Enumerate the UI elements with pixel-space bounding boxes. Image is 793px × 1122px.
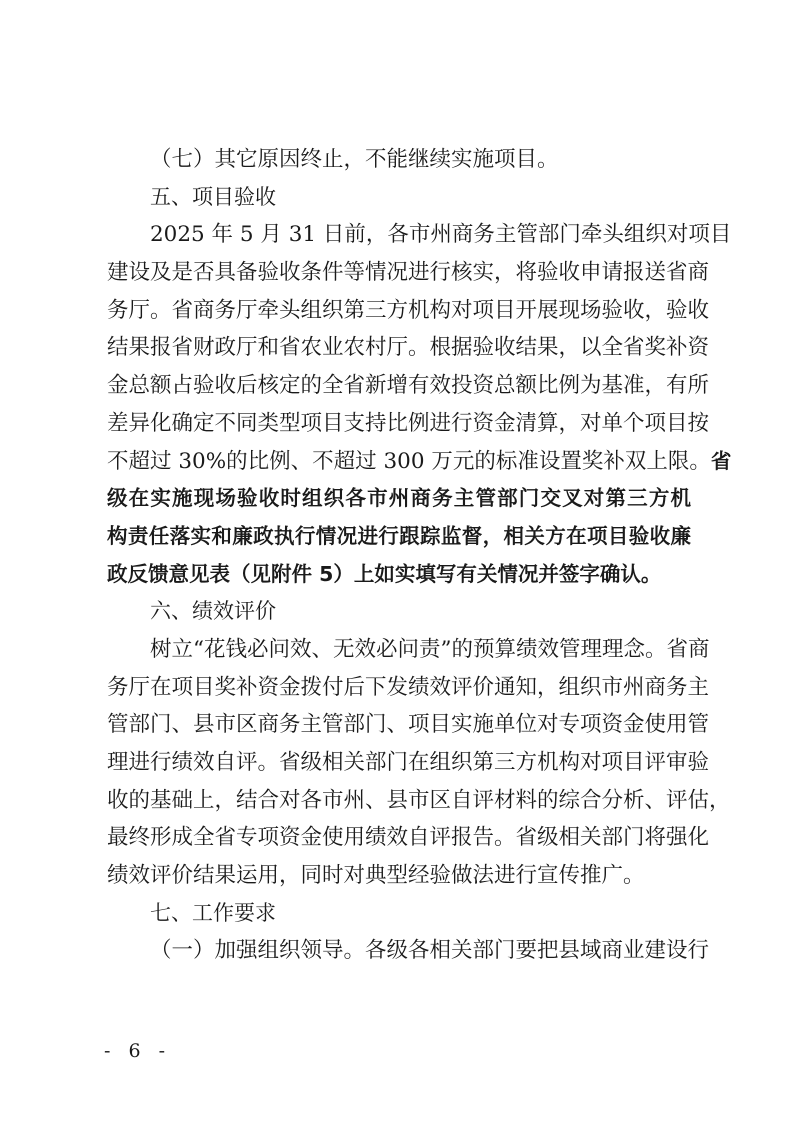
text-line: 金总额占验收后核定的全省新增有效投资总额比例为基准，有所: [107, 373, 710, 399]
document-page: [107, 141, 732, 970]
text-line-item-7: （七）其它原因终止，不能继续实施项目。: [150, 147, 559, 172]
text-line: 管部门、县市区商务主管部门、项目实施单位对专项资金使用管: [107, 712, 710, 738]
bold-text-span: 省: [710, 448, 732, 473]
text-line: 结果报省财政厅和省农业农村厅。根据验收结果，以全省奖补资: [107, 335, 710, 361]
page-number: - 6 -: [104, 1040, 172, 1062]
text-line: 绩效评价结果运用，同时对典型经验做法进行宣传推广。: [107, 863, 645, 889]
bold-text-line: 级在实施现场验收时组织各市州商务主管部门交叉对第三方机: [107, 486, 691, 511]
text-line: 务厅。省商务厅牵头组织第三方机构对项目开展现场验收，验收: [107, 297, 710, 323]
section-heading-performance: 六、绩效评价: [150, 599, 276, 624]
section-heading-requirements: 七、工作要求: [150, 900, 276, 925]
text-line: 树立“花钱必问效、无效必问责”的预算绩效管理理念。省商: [150, 636, 710, 662]
bold-text-line: 政反馈意见表（见附件 5）上如实填写有关情况并签字确认。: [107, 561, 662, 586]
text-line: 差异化确定不同类型项目支持比例进行资金清算，对单个项目按: [107, 410, 710, 436]
text-line-mixed: [107, 443, 732, 481]
text-line: 收的基础上，结合对各市州、县市区自评材料的综合分析、评估，: [107, 787, 731, 813]
text-span: 不超过 30%的比例、不超过 300 万元的标准设置奖补双上限。: [107, 448, 711, 474]
text-line: （一）加强组织领导。各级各相关部门要把县域商业建设行: [150, 938, 710, 964]
text-line: 建设及是否具备验收条件等情况进行核实，将验收申请报送省商: [107, 260, 710, 286]
section-heading-acceptance: 五、项目验收: [150, 184, 276, 209]
text-line: 最终形成全省专项资金使用绩效自评报告。省级相关部门将强化: [107, 825, 710, 851]
text-line: 理进行绩效自评。省级相关部门在组织第三方机构对项目评审验: [107, 750, 710, 775]
text-line: 2025 年 5 月 31 日前，各市州商务主管部门牵头组织对项目: [150, 222, 732, 248]
text-line: 务厅在项目奖补资金拨付后下发绩效评价通知，组织市州商务主: [107, 674, 710, 700]
bold-text-line: 构责任落实和廉政执行情况进行跟踪监督，相关方在项目验收廉: [107, 523, 691, 548]
